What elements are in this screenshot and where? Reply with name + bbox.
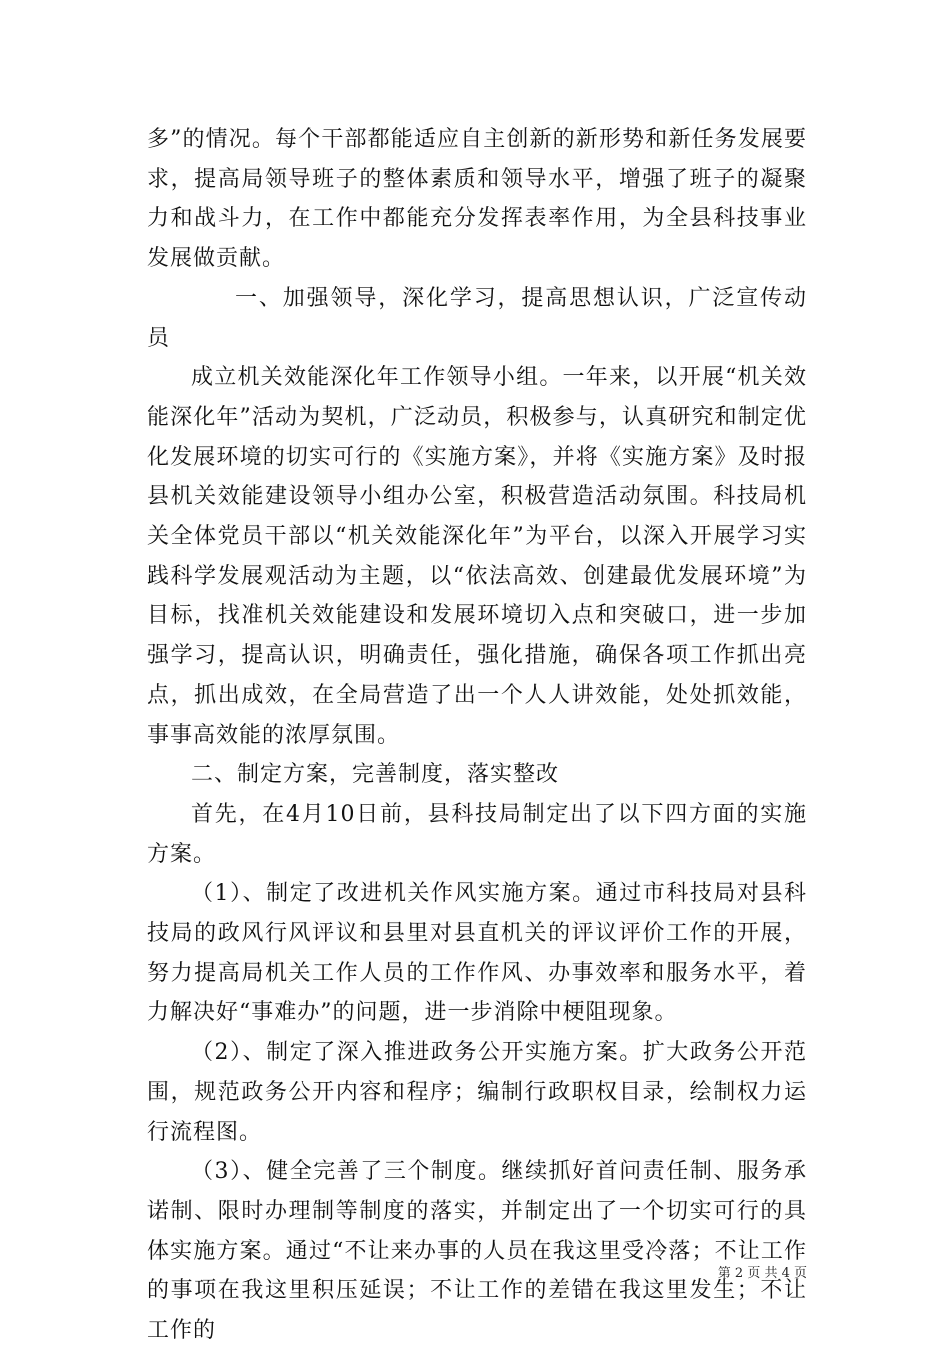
paragraph-continuation: 多”的情况。每个干部都能适应自主创新的新形势和新任务发展要求，提高局领导班子的整体素质和领导水平，增强了班子的凝聚力和战斗力，在工作中都能充分发挥表率作用，为全县科技事业发展做贡献。 bbox=[147, 127, 807, 272]
paragraph-plans-intro: 首先，在4月10日前，县科技局制定出了以下四方面的实施方案。 bbox=[147, 801, 807, 867]
document-body bbox=[147, 120, 807, 1351]
paragraph-item-1: （1）、制定了改进机关作风实施方案。通过市科技局对县科技局的政风行风评议和县里对县直机关的评议评价工作的开展，努力提高局机关工作人员的工作作风、办事效率和服务水平，着力解决好“事难办”的问题，进一步消除中梗阻现象。 bbox=[147, 881, 807, 1026]
section-heading-2: 二、制定方案，完善制度，落实整改 bbox=[191, 762, 560, 788]
paragraph-item-3: （3）、健全完善了三个制度。继续抓好首问责任制、服务承诺制、限时办理制等制度的落实，并制定出了一个切实可行的具体实施方案。通过“不让来办事的人员在我这里受冷落；不让工作的事项在我这里积压延误；不让工作的差错在我这里发生；不让工作的 bbox=[147, 1159, 807, 1344]
paragraph-item-2: （2）、制定了深入推进政务公开实施方案。扩大政务公开范围，规范政务公开内容和程序；编制行政职权目录，绘制权力运行流程图。 bbox=[147, 1040, 807, 1145]
page-number-footer: 第 2 页 共 4 页 bbox=[717, 1266, 807, 1281]
section-heading-1: 一、加强领导，深化学习，提高思想认识，广泛宣传动员 bbox=[147, 285, 807, 351]
paragraph-leadership: 成立机关效能深化年工作领导小组。一年来，以开展“机关效能深化年”活动为契机，广泛动员，积极参与，认真研究和制定优化发展环境的切实可行的《实施方案》，并将《实施方案》及时报县机关效能建设领导小组办公室，积极营造活动氛围。科技局机关全体党员干部以“机关效能深化年”为平台，以深入开展学习实践科学发展观活动为主题，以“依法高效、创建最优发展环境”为目标，找准机关效能建设和发展环境切入点和突破口，进一步加强学习，提高认识，明确责任，强化措施，确保各项工作抓出亮点，抓出成效，在全局营造了出一个人人讲效能，处处抓效能，事事高效能的浓厚氛围。 bbox=[147, 365, 807, 748]
